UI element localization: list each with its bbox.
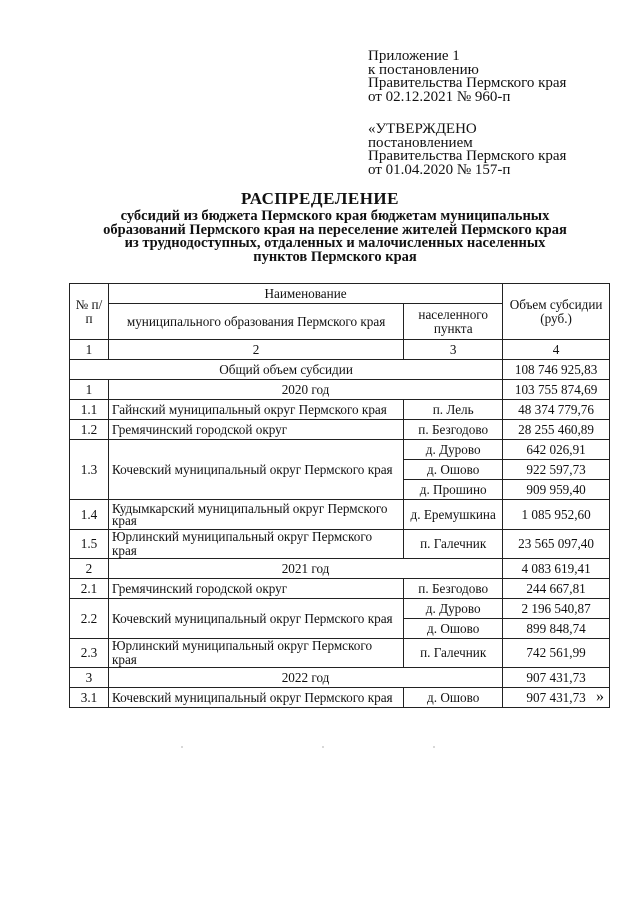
subsidy-amount: 28 255 460,89 — [503, 420, 610, 440]
year-label: 2022 год — [108, 668, 502, 688]
year-amount: 907 431,73 — [503, 668, 610, 688]
table-row — [70, 688, 610, 708]
municipality-name: Кочевский муниципальный округ Пермского края — [108, 599, 403, 639]
subtitle-line: субсидий из бюджета Пермского края бюджетам муниципальных — [120, 208, 550, 224]
row-number: 1.2 — [70, 420, 109, 440]
subsidy-amount: 244 667,81 — [503, 579, 610, 599]
table-row — [70, 579, 610, 599]
settlement-name: д. Прошино — [404, 480, 503, 500]
year-label: 2020 год — [108, 380, 502, 400]
row-number: 3 — [70, 668, 109, 688]
municipality-name: Гремячинский городской округ — [108, 579, 403, 599]
row-number: 1.3 — [70, 440, 109, 500]
row-number: 1.1 — [70, 400, 109, 420]
subsidy-amount: 48 374 779,76 — [503, 400, 610, 420]
col-number: 1 — [70, 340, 109, 360]
municipality-name: Юрлинский муниципальный округ Пермского края — [108, 639, 403, 668]
subsidy-amount: 2 196 540,87 — [503, 599, 610, 619]
annex-line: от 02.12.2021 № 960-п — [368, 88, 511, 105]
col-number: 4 — [503, 340, 610, 360]
row-number: 2 — [70, 559, 109, 579]
settlement-name: д. Ошово — [404, 460, 503, 480]
scan-speck — [181, 746, 183, 748]
approval-line: «УТВЕРЖДЕНО — [368, 121, 477, 137]
header-municipality: муниципального образования Пермского края — [108, 304, 403, 340]
table-row — [70, 420, 610, 440]
col-number: 2 — [108, 340, 403, 360]
row-number: 2.3 — [70, 639, 109, 668]
document-subtitle — [100, 210, 570, 264]
year-amount: 103 755 874,69 — [503, 380, 610, 400]
subtitle-line: из труднодоступных, отдаленных и малочисленных населенных — [124, 235, 546, 251]
total-amount: 108 746 925,83 — [503, 360, 610, 380]
settlement-name: д. Дурово — [404, 440, 503, 460]
subtitle-line: пунктов Пермского края — [253, 248, 417, 265]
subsidy-amount: 1 085 952,60 — [503, 500, 610, 530]
approval-line: постановлением — [368, 134, 473, 151]
year-amount: 4 083 619,41 — [503, 559, 610, 579]
year-label: 2021 год — [108, 559, 502, 579]
distribution-table — [69, 283, 610, 708]
subsidy-amount: 922 597,73 — [503, 460, 610, 480]
settlement-name: п. Галечник — [404, 530, 503, 559]
settlement-name: п. Безгодово — [404, 579, 503, 599]
municipality-name: Кочевский муниципальный округ Пермского края — [108, 440, 403, 500]
total-row — [70, 360, 610, 380]
settlement-name: д. Дурово — [404, 599, 503, 619]
municipality-name: Кочевский муниципальный округ Пермского края — [108, 688, 403, 708]
subsidy-amount: 642 026,91 — [503, 440, 610, 460]
annex-line: Правительства Пермского края — [368, 75, 567, 91]
row-number: 2.1 — [70, 579, 109, 599]
year-row — [70, 559, 610, 579]
subsidy-amount: 742 561,99 — [503, 639, 610, 668]
table-row — [70, 440, 610, 460]
scan-speck — [433, 746, 435, 748]
municipality-name: Юрлинский муниципальный округ Пермского края — [108, 530, 403, 559]
approval-line: Правительства Пермского края — [368, 148, 567, 164]
table-row — [70, 530, 610, 559]
row-number: 2.2 — [70, 599, 109, 639]
settlement-name: д. Ошово — [404, 619, 503, 639]
col-number: 3 — [404, 340, 503, 360]
settlement-name: п. Безгодово — [404, 420, 503, 440]
settlement-name: д. Еремушкина — [404, 500, 503, 530]
annex-line: к постановлению — [368, 61, 479, 78]
row-number: 1.5 — [70, 530, 109, 559]
year-row — [70, 380, 610, 400]
municipality-name: Гайнский муниципальный округ Пермского края — [108, 400, 403, 420]
row-number: 1.4 — [70, 500, 109, 530]
table-row — [70, 400, 610, 420]
header-name-group: Наименование — [108, 284, 502, 304]
column-number-row — [70, 340, 610, 360]
year-row — [70, 668, 610, 688]
table-row — [70, 500, 610, 530]
row-number: 1 — [70, 380, 109, 400]
annex-line: Приложение 1 — [368, 48, 460, 64]
subsidy-amount: 899 848,74 — [503, 619, 610, 639]
scan-speck — [322, 746, 324, 748]
municipality-name: Гремячинский городской округ — [108, 420, 403, 440]
document-title: РАСПРЕДЕЛЕНИЕ — [241, 189, 399, 208]
header-row — [70, 284, 610, 304]
header-num: № п/п — [70, 284, 109, 340]
approval-block — [368, 123, 566, 177]
approval-line: от 01.04.2020 № 157-п — [368, 161, 511, 178]
subsidy-amount: 907 431,73 — [503, 688, 610, 708]
subsidy-amount: 23 565 097,40 — [503, 530, 610, 559]
subtitle-line: образований Пермского края на переселение жителей Пермского края — [103, 221, 567, 238]
municipality-name: Кудымкарский муниципальный округ Пермского края — [108, 500, 403, 530]
annex-block — [368, 50, 566, 104]
header-settlement: населенного пункта — [404, 304, 503, 340]
table-row — [70, 599, 610, 619]
settlement-name: д. Ошово — [404, 688, 503, 708]
row-number: 3.1 — [70, 688, 109, 708]
settlement-name: п. Лель — [404, 400, 503, 420]
total-label: Общий объем субсидии — [70, 360, 503, 380]
subsidy-amount: 909 959,40 — [503, 480, 610, 500]
header-amount: Объем субсидии (руб.) — [503, 284, 610, 340]
table-row — [70, 639, 610, 668]
settlement-name: п. Галечник — [404, 639, 503, 668]
continuation-mark: » — [596, 688, 604, 705]
